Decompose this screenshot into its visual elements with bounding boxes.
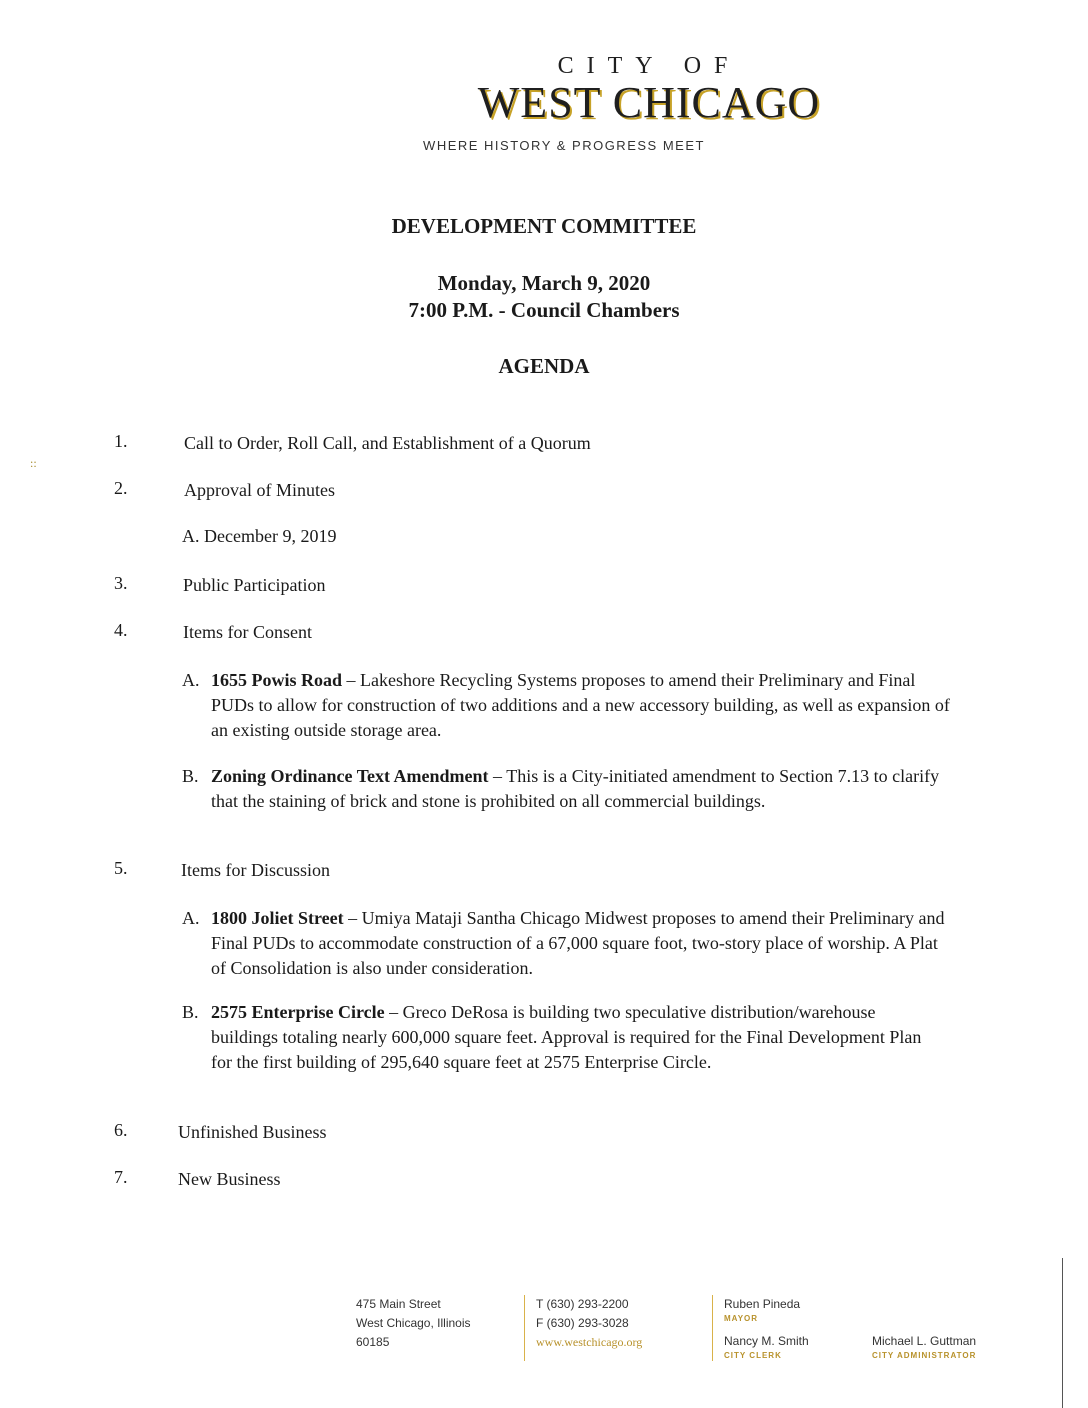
item-text: Public Participation: [183, 575, 326, 595]
fax-number: F (630) 293-3028: [536, 1316, 629, 1330]
sub-item: [182, 1000, 934, 1075]
city-logo: [0, 52, 1088, 153]
sub-item-text: – Greco DeRosa is building two speculative distribution/warehouse buildings totaling nearly 600,000 square feet. Approval is required for the Final Development Plan for the first building of 295,640 square feet at 2575 Enterprise Circle.: [211, 1002, 922, 1072]
sub-item-letter: B.: [182, 1002, 199, 1022]
mayor-name: Ruben Pineda: [724, 1297, 801, 1311]
meeting-date: Monday, March 9, 2020: [437, 271, 651, 295]
item-number: 5.: [114, 858, 128, 878]
meeting-time-place: 7:00 P.M. - Council Chambers: [408, 298, 680, 322]
sub-item: [182, 906, 948, 981]
sub-item: [182, 764, 942, 814]
agenda-title: AGENDA: [498, 354, 590, 378]
sub-item-text: – Lakeshore Recycling Systems proposes to amend their Preliminary and Final PUDs to allow for construction of two additions and a new accessory building, as well as expansion of an existing outside storage area.: [211, 670, 950, 740]
sub-item-title: 1655 Powis Road: [211, 670, 343, 690]
sub-item-title: 2575 Enterprise Circle: [211, 1002, 385, 1022]
logo-tagline: WHERE HISTORY & PROGRESS MEET: [423, 138, 705, 153]
website-link[interactable]: www.westchicago.org: [536, 1335, 643, 1349]
clerk-role: CITY CLERK: [724, 1351, 782, 1360]
page-edge-line: [1062, 1258, 1063, 1408]
footer-administrator: [872, 1332, 976, 1361]
logo-city-of: CITY OF: [557, 53, 741, 79]
item-text: Items for Consent: [183, 622, 312, 642]
item-number: 1.: [114, 431, 128, 451]
item-number: 7.: [114, 1167, 128, 1187]
phone-number: T (630) 293-2200: [536, 1297, 629, 1311]
logo-west-chicago: WEST CHICAGO: [477, 78, 821, 127]
committee-title: DEVELOPMENT COMMITTEE: [391, 214, 697, 238]
sub-item-text: December 9, 2019: [204, 526, 337, 546]
item-text: Call to Order, Roll Call, and Establishment of a Quorum: [184, 433, 591, 453]
sub-item-text: – Umiya Mataji Santha Chicago Midwest proposes to amend their Preliminary and Final PUDs to accommodate construction of a 67,000 square foot, two-story place of worship. A Plat of Consolidation is also under consideration.: [211, 908, 945, 978]
item-text: Unfinished Business: [178, 1122, 327, 1142]
item-number: 3.: [114, 573, 128, 593]
sub-item-title: Zoning Ordinance Text Amendment: [211, 766, 489, 786]
item-text: New Business: [178, 1169, 281, 1189]
address-line: 475 Main Street: [356, 1297, 441, 1311]
clerk-name: Nancy M. Smith: [724, 1334, 809, 1348]
sub-item-letter: B.: [182, 766, 199, 786]
sub-item-letter: A.: [182, 908, 200, 928]
mayor-role: MAYOR: [724, 1314, 759, 1323]
margin-mark: ::: [30, 456, 37, 470]
footer-contact: [524, 1295, 642, 1361]
item-text: Items for Discussion: [181, 860, 330, 880]
sub-item: [182, 524, 952, 549]
item-number: 4.: [114, 620, 128, 640]
admin-name: Michael L. Guttman: [872, 1334, 977, 1348]
sub-item: [182, 668, 952, 743]
sub-item-letter: A.: [182, 526, 200, 546]
footer-officials: [712, 1295, 809, 1361]
sub-item-letter: A.: [182, 670, 200, 690]
item-number: 2.: [114, 478, 128, 498]
admin-role: CITY ADMINISTRATOR: [872, 1351, 977, 1360]
address-line: 60185: [356, 1335, 390, 1349]
footer-address: [356, 1295, 471, 1352]
item-text: Approval of Minutes: [184, 480, 335, 500]
sub-item-title: 1800 Joliet Street: [211, 908, 344, 928]
address-line: West Chicago, Illinois: [356, 1316, 471, 1330]
sub-item-text: – This is a City-initiated amendment to Section 7.13 to clarify that the staining of brick and stone is prohibited on all commercial buildings.: [211, 766, 940, 811]
item-number: 6.: [114, 1120, 128, 1140]
